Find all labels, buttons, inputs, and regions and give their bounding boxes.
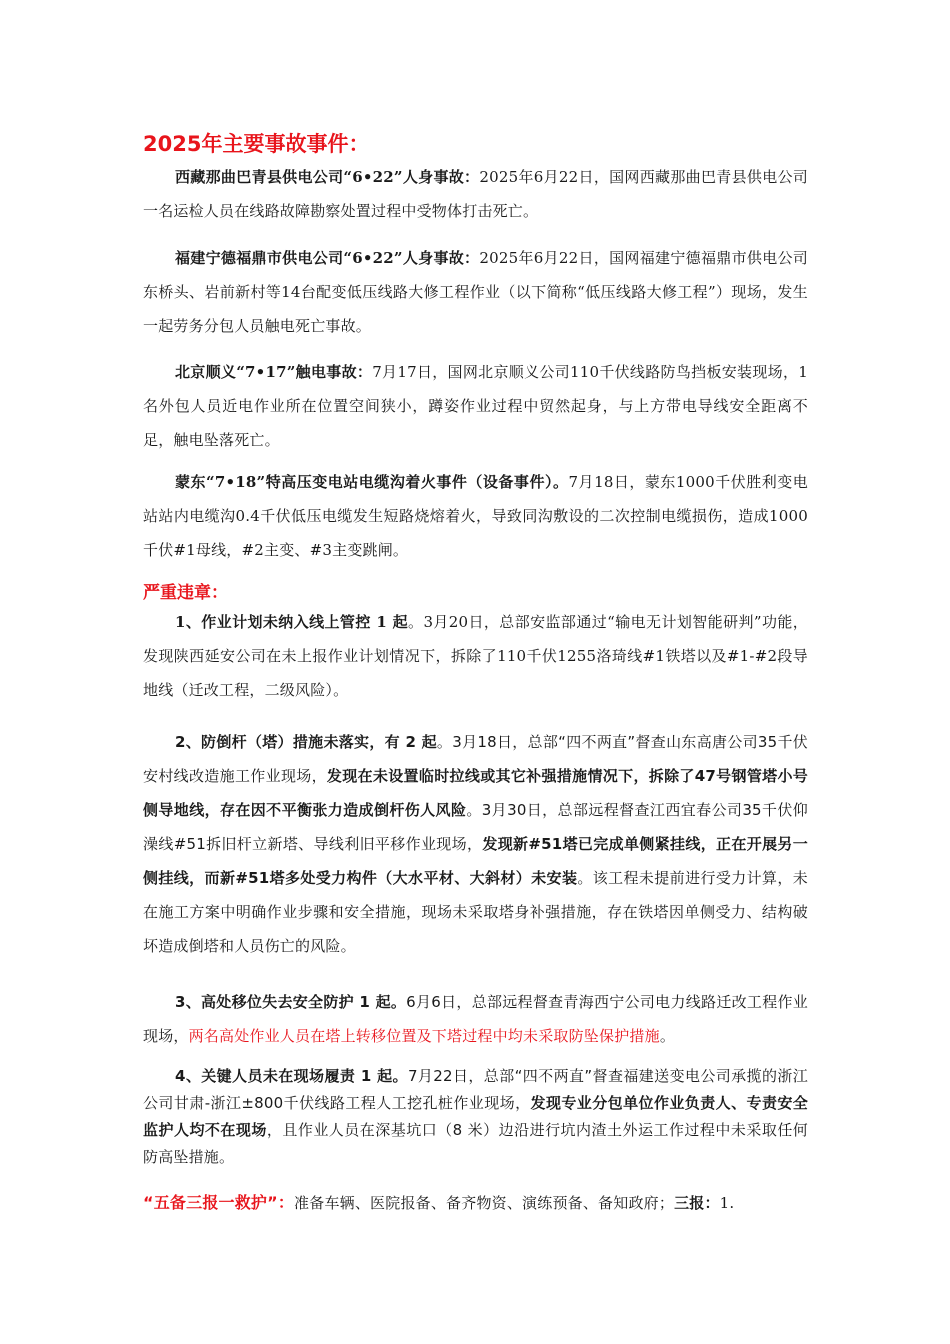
violation-2-bold-1: 发现在未设置临时拉线或其它补强措施情况下，拆除了47号钢管塔小号侧导地线，存在因不平衡张力造成倒杆伤人风险 xyxy=(143,767,808,819)
accident-4-lead: 蒙东“7•18”特高压变电站电缆沟着火事件（设备事件）。 xyxy=(175,473,569,491)
violation-2-text-3: 。该工程未提前进行受力计算，未在施工方案中明确作业步骤和安全措施，现场未采取塔身补强措施，存在铁塔因单侧受力、结构破坏造成倒塔和人员伤亡的风险。 xyxy=(143,869,808,955)
violation-3-red-highlight: 两名高处作业人员在塔上转移位置及下塔过程中均未采取防坠保护措施 xyxy=(188,1027,660,1045)
accident-4-body: 7月18日，蒙东1000千伏胜利变电站站内电缆沟0.4千伏低压电缆发生短路烧熔着火，导致同沟敷设的二次控制电缆损伤，造成1000千伏#1母线，#2主变、#3主变跳闸。 xyxy=(143,473,808,559)
violation-paragraph-4 xyxy=(143,1063,808,1171)
violation-2-text-2: 。3月30日，总部远程督查江西宜春公司35千伏仰澡线#51拆旧杆立新塔、导线利旧平移作业现场， xyxy=(143,801,808,853)
violation-3-text-1: 6月6日，总部远程督查青海西宁公司电力线路迁改工程作业现场， xyxy=(143,993,808,1045)
rescue-paragraph xyxy=(143,1190,823,1213)
accident-2-body: 2025年6月22日，国网福建宁德福鼎市供电公司东桥头、岩前新村等14台配变低压线路大修工程作业（以下简称“低压线路大修工程”）现场，发生一起劳务分包人员触电死亡事故。 xyxy=(143,249,809,335)
accident-3-lead: 北京顺义“7•17”触电事故： xyxy=(175,363,373,381)
accident-1-body: 2025年6月22日，国网西藏那曲巴青县供电公司一名运检人员在线路故障勘察处置过程中受物体打击死亡。 xyxy=(143,168,809,220)
violation-2-lead: 2、防倒杆（塔）措施未落实，有 2 起 xyxy=(175,733,437,751)
violation-paragraph-1 xyxy=(143,605,808,707)
rescue-three-reports: 三报： xyxy=(674,1194,720,1212)
accident-paragraph-4 xyxy=(143,465,808,567)
violation-4-text-1: 7月22日，总部“四不两直”督查福建送变电公司承揽的浙江公司甘肃-浙江±800千伏线路工程人工挖孔桩作业现场， xyxy=(143,1067,808,1112)
heading-serious-violations: 严重违章： xyxy=(143,583,228,603)
violation-4-lead: 4、关键人员未在现场履责 1 起。 xyxy=(175,1067,408,1085)
accident-2-lead: 福建宁德福鼎市供电公司“6•22”人身事故： xyxy=(175,249,480,267)
violation-3-lead: 3、高处移位失去安全防护 1 起。 xyxy=(175,993,407,1011)
violation-1-lead: 1、作业计划未纳入线上管控 1 起 xyxy=(175,613,409,631)
accident-paragraph-1 xyxy=(143,160,808,228)
violation-4-text-2: ，且作业人员在深基坑口（8 米）边沿进行坑内渣土外运工作过程中未采取任何防高坠措施。 xyxy=(143,1121,809,1166)
violation-paragraph-2 xyxy=(143,725,808,963)
accident-3-body: 7月17日，国网北京顺义公司110千伏线路防鸟挡板安装现场，1名外包人员近电作业所在位置空间狭小，蹲姿作业过程中贸然起身，与上方带电导线安全距离不足，触电坠落死亡。 xyxy=(143,363,809,449)
rescue-lead: “五备三报一救护”： xyxy=(143,1193,295,1212)
violation-4-bold-1: 发现专业分包单位作业负责人、专责安全监护人均不在现场 xyxy=(143,1094,809,1139)
violation-paragraph-3 xyxy=(143,985,808,1053)
rescue-body: 准备车辆、医院报备、备齐物资、演练预备、备知政府； xyxy=(294,1194,675,1212)
accident-1-lead: 西藏那曲巴青县供电公司“6•22”人身事故： xyxy=(175,168,480,186)
accident-paragraph-2 xyxy=(143,241,808,343)
accident-paragraph-3 xyxy=(143,355,808,457)
violation-3-text-2: 。 xyxy=(659,1027,676,1045)
heading-major-accidents: 2025年主要事故事件： xyxy=(143,132,370,156)
violation-2-text-1: 。3月18日，总部“四不两直”督查山东高唐公司35千伏安村线改造施工作业现场， xyxy=(143,733,808,785)
rescue-tail: 1. xyxy=(719,1194,735,1212)
violation-1-body: 。3月20日，总部安监部通过“输电无计划智能研判”功能，发现陕西延安公司在未上报作业计划情况下，拆除了110千伏1255洛琦线#1铁塔以及#1-#2段导地线（迁改工程，二级风险）。 xyxy=(143,613,808,699)
violation-2-bold-2: 发现新#51塔已完成单侧紧挂线，正在开展另一侧挂线，而新#51塔多处受力构件（大水平材、大斜材）未安装 xyxy=(143,835,808,887)
